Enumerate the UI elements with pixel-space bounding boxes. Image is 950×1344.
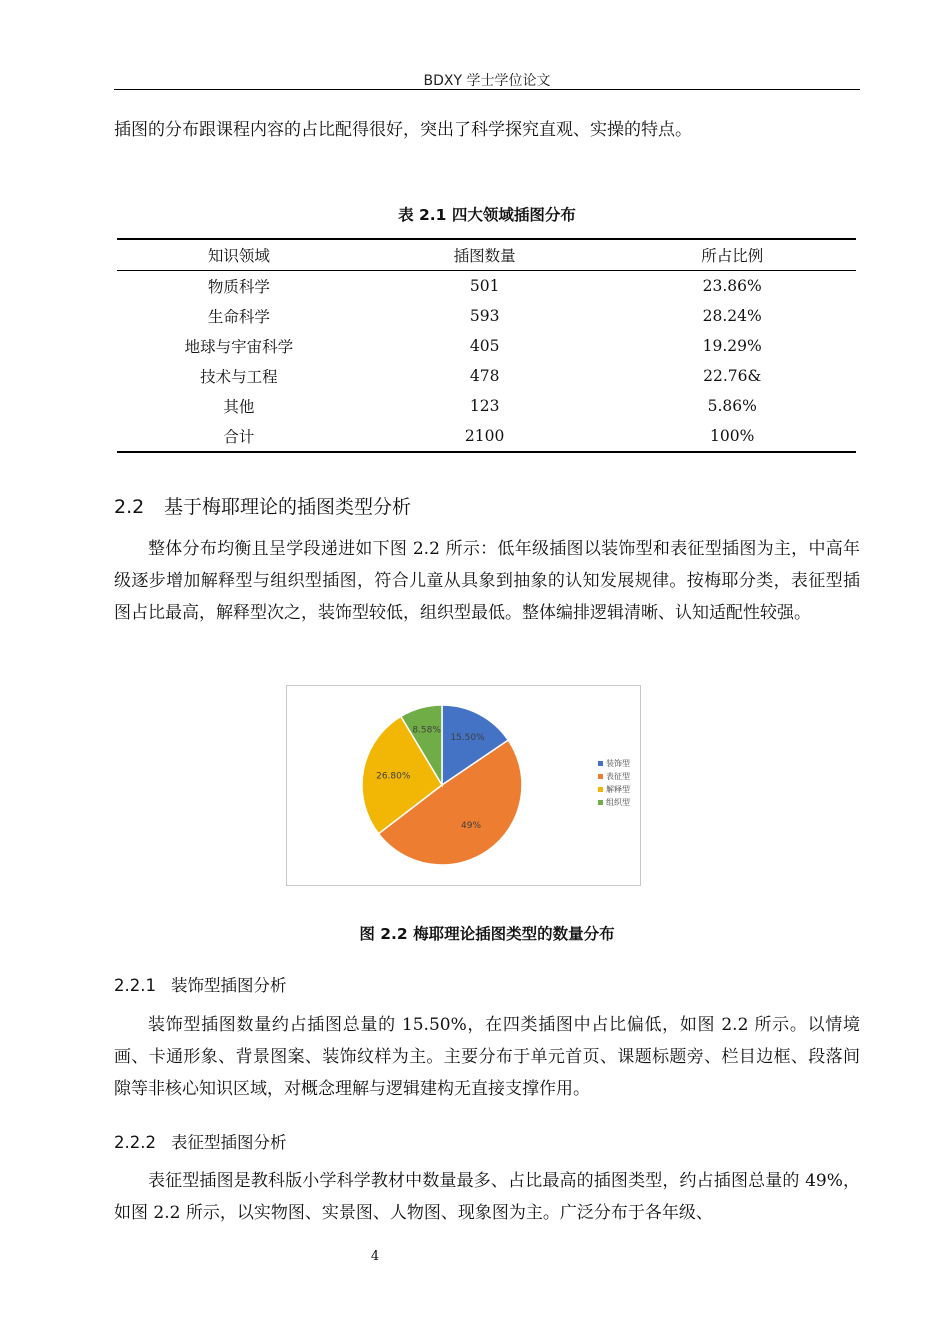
table-cell: 其他 [223,398,255,416]
table-cell: 478 [469,367,500,385]
header-divider [114,89,860,90]
section-2-2-paragraph: 整体分布均衡且呈学段递进如下图 2.2 所示：低年级插图以装饰型和表征型插图为主，中高年级逐步增加解释型与组织型插图，符合儿童从具象到抽象的认知发展规律。按梅耶分类，表征型插图占比最高，解释型次之，装饰型较低，组织型最低。整体编排逻辑清晰、认知适配性较强。 [114,539,860,623]
section-number: 2.2 [114,496,145,518]
table-header-cell: 知识领域 [117,239,361,271]
pie-data-label: 15.50% [450,732,485,743]
section-title: 表征型插图分析 [171,1133,287,1152]
table-cell: 2100 [361,421,609,452]
section-2-2-2-paragraph: 表征型插图是教科版小学科学教材中数量最多、占比最高的插图类型，约占插图总量的 49%，如图 2.2 所示，以实物图、实景图、人物图、现象图为主。广泛分布于各年级、 [114,1171,860,1223]
table-row [117,391,856,421]
page-number: 4 [370,1249,380,1264]
table-header-cell: 插图数量 [361,239,609,271]
pie-data-label: 26.80% [376,771,411,782]
legend-swatch [598,774,603,779]
figure-caption: 图 2.2 梅耶理论插图类型的数量分布 [359,925,615,943]
legend-label: 装饰型 [606,759,630,768]
table-cell: 23.86% [702,277,762,295]
page-header: BDXY 学士学位论文 [423,73,551,89]
table-cell: 19.29% [702,337,762,355]
legend-label: 解释型 [606,785,630,794]
table-cell: 123 [469,397,500,415]
section-2-2-1-paragraph: 装饰型插图数量约占插图总量的 15.50%，在四类插图中占比偏低，如图 2.2 所示。以情境画、卡通形象、背景图案、装饰纹样为主。主要分布于单元首页、课题标题旁、栏目边框、段落间隙等非核心知识区域，对概念理解与逻辑建构无直接支撑作用。 [114,1015,860,1099]
section-title: 基于梅耶理论的插图类型分析 [164,496,412,518]
table-cell: 生命科学 [207,308,270,326]
table-cell: 技术与工程 [200,368,278,386]
table-cell: 100% [608,421,856,452]
legend-swatch [598,800,603,805]
pie-data-label: 8.58% [412,725,441,736]
table-cell: 合计 [117,421,361,452]
pie-chart [287,686,640,885]
pie-chart-frame [286,685,641,886]
table-header-row [117,239,856,271]
intro-paragraph: 插图的分布跟课程内容的占比配得很好，突出了科学探究直观、实操的特点。 [114,120,692,140]
legend-label: 组织型 [606,798,630,807]
table-row [117,331,856,361]
section-title: 装饰型插图分析 [171,976,287,995]
table-cell: 5.86% [707,397,757,415]
pie-data-label: 49% [461,821,482,832]
section-number: 2.2.2 [114,1133,156,1152]
table-cell: 物质科学 [207,278,270,296]
domain-distribution-table [117,238,856,453]
table-cell: 22.76& [703,367,762,385]
section-heading-2-2-1 [114,972,287,996]
legend-label: 表征型 [606,772,630,781]
table-row-total [117,421,856,452]
table-cell: 405 [469,337,500,355]
table-cell: 593 [469,307,500,325]
section-heading-2-2 [114,492,411,519]
table-row [117,361,856,391]
legend-swatch [598,787,603,792]
table-cell: 28.24% [702,307,762,325]
table-cell: 501 [469,277,500,295]
section-number: 2.2.1 [114,976,156,995]
legend-swatch [598,761,603,766]
table-cell: 地球与宇宙科学 [184,338,294,356]
table-row [117,301,856,331]
section-heading-2-2-2 [114,1129,287,1153]
table-caption: 表 2.1 四大领域插图分布 [398,206,576,224]
table-row [117,271,856,302]
table-header-cell: 所占比例 [608,239,856,271]
